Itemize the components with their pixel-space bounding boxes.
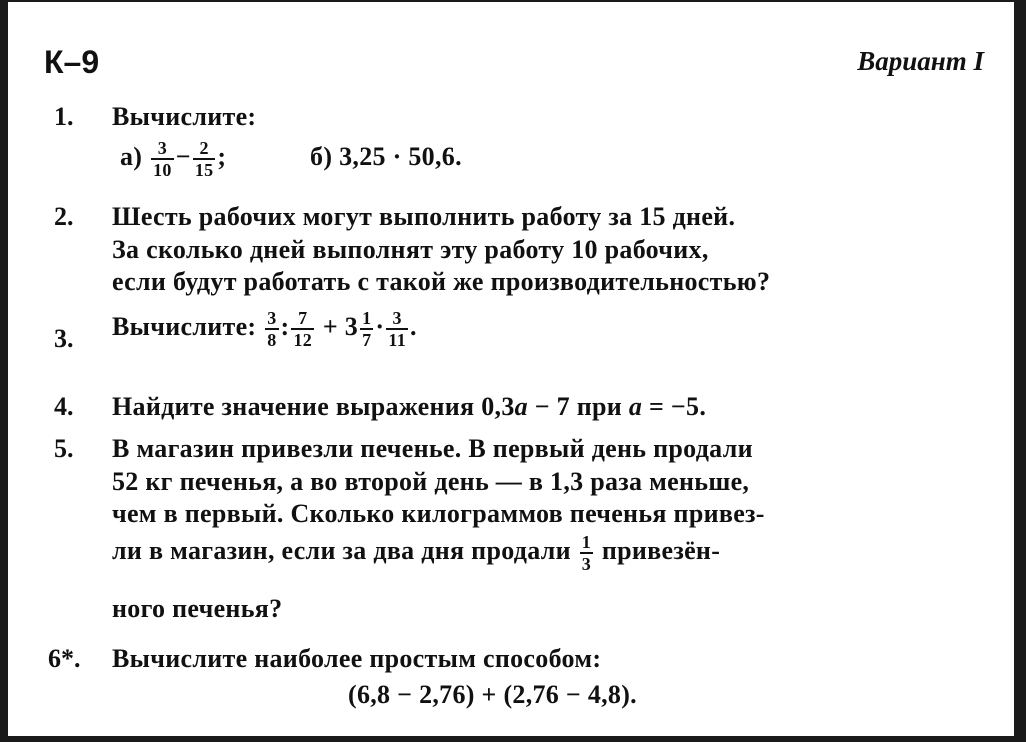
task-5-line: чем в первый. Сколько килограммов печенья привез- [112, 499, 765, 528]
period: . [410, 311, 417, 341]
task-5-line: В магазин привезли печенье. В первый день продали [112, 434, 753, 463]
test-code: К–9 [44, 44, 100, 80]
task-1-expressions [120, 138, 462, 180]
task-5-line: ного печенья? [112, 594, 283, 623]
variable-a: a [514, 392, 528, 421]
task-6-title: Вычислите наиболее простым способом: [112, 644, 602, 673]
fraction: $\frac{3}{8}$ [267, 308, 277, 350]
task-1b-expression: 3,25 · 50,6. [339, 141, 462, 171]
task-5-line: 52 кг печенья, а во второй день — в 1,3 раза меньше, [112, 467, 750, 496]
fraction: $\frac{2}{15}$ [194, 138, 214, 180]
task-6-expression: (6,8 − 2,76) + (2,76 − 4,8). [348, 680, 637, 709]
task-5-line-4: ли в магазин, если за два дня продали $\frac{1}{3}$ привезён- [112, 532, 721, 574]
task-2-number: 2. [54, 202, 74, 231]
division-sign: : [280, 311, 290, 341]
fraction: $\frac{1}{7}$ [362, 308, 372, 350]
task-6-number: 6*. [48, 644, 81, 673]
variable-a: a [628, 392, 643, 421]
worksheet-page [8, 2, 1014, 736]
fraction: $\frac{1}{3}$ [581, 532, 592, 574]
multiply-sign: · [375, 311, 385, 341]
fraction: $\frac{3}{11}$ [388, 308, 407, 350]
task-1-title: Вычислите: [112, 102, 257, 131]
plus-whole: + 3 [322, 311, 359, 341]
task-3-number: 3. [54, 324, 74, 353]
task-1-number: 1. [54, 102, 74, 131]
minus-sign: − [175, 141, 191, 171]
fraction: $\frac{3}{10}$ [153, 138, 172, 180]
task-3-title: Вычислите: [112, 311, 257, 341]
task-4-number: 4. [54, 392, 74, 421]
task-1b-label: б) [310, 141, 333, 171]
task-4-text: Найдите значение выражения 0,3a − 7 при a = −5. [112, 392, 707, 421]
task-2-line: За сколько дней выполнят эту работу 10 рабочих, [112, 235, 709, 264]
task-1a-label: а) [120, 141, 143, 171]
task-5-number: 5. [54, 434, 74, 463]
semicolon: ; [217, 141, 227, 171]
task-3-expression [112, 308, 417, 350]
fraction: $\frac{7}{12}$ [293, 308, 313, 350]
task-2-line: если будут работать с такой же производительностью? [112, 267, 771, 296]
variant-label: Вариант I [857, 46, 984, 76]
task-2-line: Шесть рабочих могут выполнить работу за 15 дней. [112, 202, 736, 231]
